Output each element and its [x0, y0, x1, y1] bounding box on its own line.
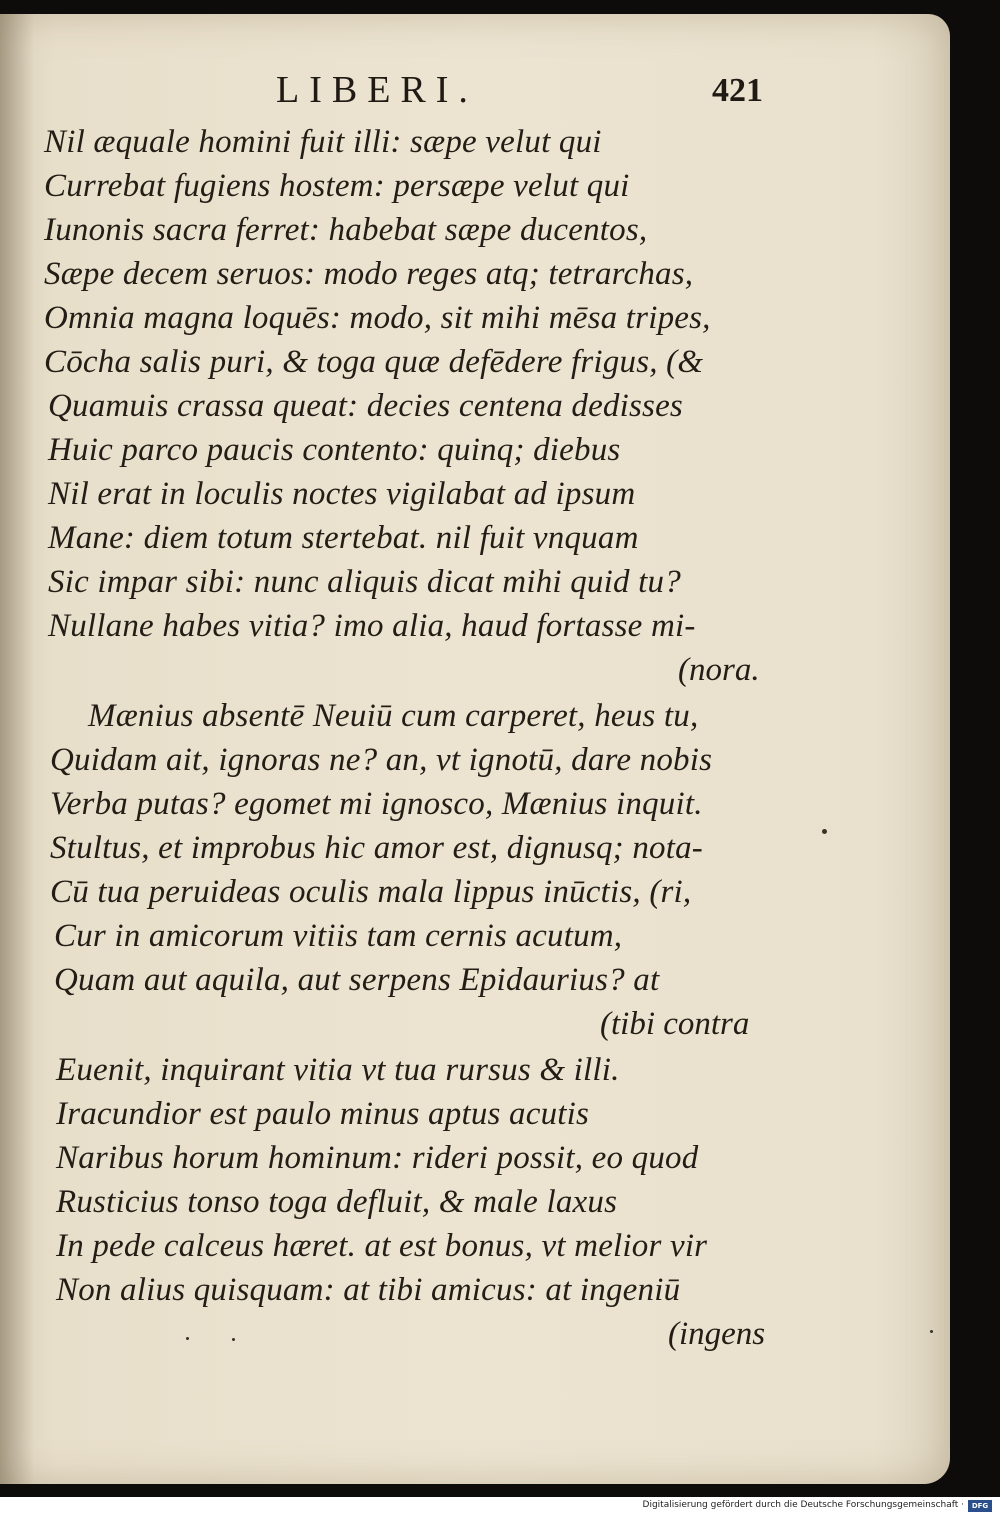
verse-line: Iunonis sacra ferret: habebat sæpe ducentos,	[44, 212, 648, 248]
page-number: 421	[712, 72, 763, 109]
verse-line: Mænius absentē Neuiū cum carperet, heus tu,	[88, 698, 699, 734]
verse-line: In pede calceus hæret. at est bonus, vt melior vir	[56, 1228, 708, 1264]
verse-line: Stultus, et improbus hic amor est, dignusq; nota-	[50, 830, 703, 866]
verse-line: Sæpe decem seruos: modo reges atq; tetrarchas,	[44, 256, 694, 292]
verse-line: Nil æquale homini fuit illi: sæpe velut qui	[44, 124, 602, 160]
verse-line: Rusticius tonso toga defluit, & male laxus	[56, 1184, 618, 1220]
book-page	[0, 14, 950, 1484]
verse-line: Quamuis crassa queat: decies centena dedisses	[48, 388, 683, 424]
verse-line: Euenit, inquirant vitia vt tua rursus & illi.	[56, 1052, 620, 1088]
verse-line: Nil erat in loculis noctes vigilabat ad ipsum	[48, 476, 636, 512]
digitization-credit: Digitalisierung gefördert durch die Deutsche Forschungsgemeinschaft ·	[642, 1500, 964, 1510]
verse-line: Naribus horum hominum: rideri possit, eo quod	[56, 1140, 699, 1176]
verse-line: Mane: diem totum stertebat. nil fuit vnquam	[48, 520, 639, 556]
verse-line: Cū tua peruideas oculis mala lippus inūctis, (ri,	[50, 874, 692, 910]
verse-line: Quidam ait, ignoras ne? an, vt ignotū, dare nobis	[50, 742, 713, 778]
ink-speck	[930, 1330, 933, 1333]
running-head: LIBERI.	[276, 69, 478, 111]
verse-line: Omnia magna loquēs: modo, sit mihi mēsa tripes,	[44, 300, 711, 336]
verse-line: Non alius quisquam: at tibi amicus: at ingeniū	[56, 1272, 681, 1308]
dfg-logo: DFG	[968, 1500, 992, 1512]
verse-line: Sic impar sibi: nunc aliquis dicat mihi quid tu?	[48, 564, 681, 600]
turnover-line: (tibi contra	[600, 1006, 750, 1042]
verse-line: Cur in amicorum vitiis tam cernis acutum,	[54, 918, 623, 954]
verse-line: Currebat fugiens hostem: persæpe velut qui	[44, 168, 630, 204]
verse-line: Cōcha salis puri, & toga quæ defēdere frigus, (&	[44, 344, 704, 380]
turnover-line: (ingens	[668, 1316, 766, 1352]
verse-line: Iracundior est paulo minus aptus acutis	[56, 1096, 590, 1132]
verse-line: Verba putas? egomet mi ignosco, Mænius inquit.	[50, 786, 703, 822]
verse-line: Nullane habes vitia? imo alia, haud fortasse mi-	[48, 608, 696, 644]
turnover-line: (nora.	[678, 652, 760, 688]
verse-line: Huic parco paucis contento: quinq; diebus	[48, 432, 621, 468]
ink-speck	[232, 1338, 235, 1341]
gutter-shadow	[0, 14, 34, 1484]
ink-speck	[822, 829, 827, 834]
verse-line: Quam aut aquila, aut serpens Epidaurius? at	[54, 962, 660, 998]
ink-speck	[186, 1337, 189, 1340]
